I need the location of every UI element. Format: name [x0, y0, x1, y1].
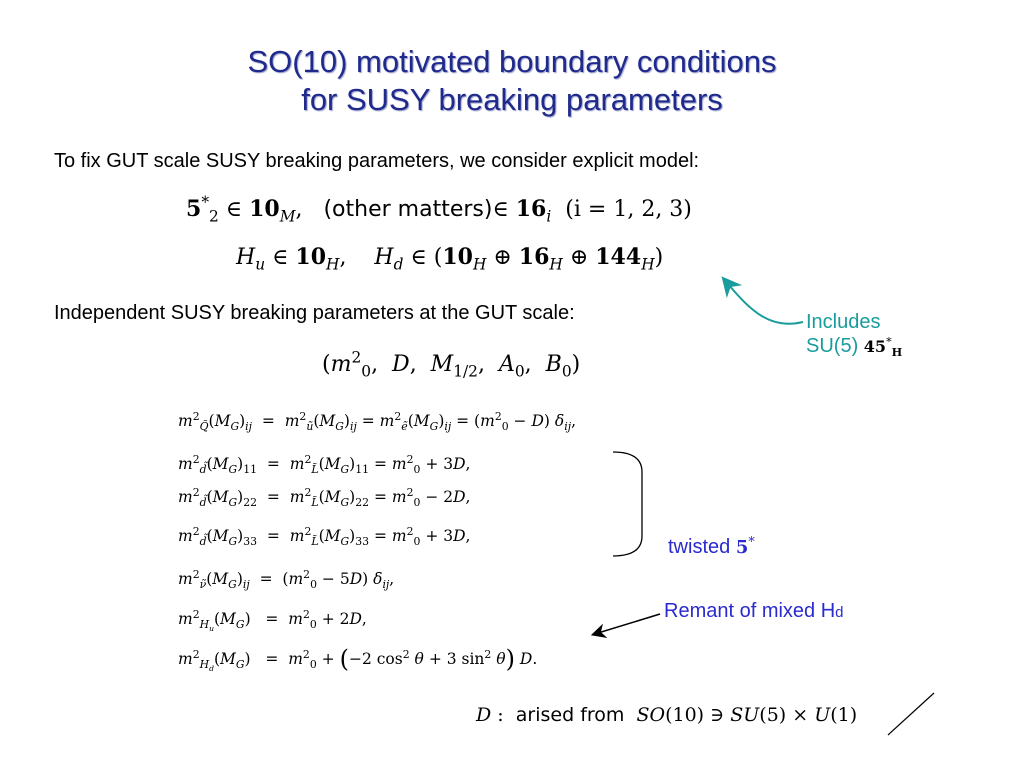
model-equation-1: $5^*_2$ ∈ $10_M$, (other matters)∈ $16_i$ (i = 1, 2, 3)	[186, 193, 692, 226]
bc-eq-7: $m^2_{H_d}(M_G) = m^2_0 + (-2$ $\cos^2 \theta + 3$ $\sin^2 \theta$) D.	[178, 645, 538, 674]
includes-line2: SU(5)	[806, 335, 859, 357]
intro-text: To fix GUT scale SUSY breaking parameters, we consider explicit model:	[54, 150, 700, 172]
index-range: (i = 1, 2, 3)	[565, 197, 692, 222]
bc-eq-3: $m^2_{d̃}(M_G)_{22} = m^2_{L̃}(M_G)_{22} = m^2_0 - 2D$,	[178, 485, 471, 510]
slide-title-line2: for SUSY breaking parameters	[301, 82, 723, 117]
remnant-label: Remant of mixed H	[664, 600, 836, 622]
twisted-annotation: twisted 5*	[668, 534, 755, 558]
slide-title-line1: SO(10) motivated boundary conditions	[247, 44, 777, 79]
bc-eq-6: $m^2_{H_u}(M_G) = m^2_0 + 2D$,	[178, 607, 367, 634]
bc-eq-4: $m^2_{d̃}(M_G)_{33} = m^2_{L̃}(M_G)_{33} = m^2_0 + 3D$,	[178, 524, 471, 549]
includes-annotation: Includes SU(5) $45^*_H$	[806, 311, 903, 360]
bc-eq-5: $m^2_{\nũ}(M_G)_{ij} = (m^2_0 - 5D)$ $\delta_{ij}$,	[178, 567, 395, 592]
footer-prefix: arised from	[515, 704, 625, 726]
includes-arrow	[728, 284, 803, 324]
includes-line1: Includes	[806, 311, 881, 333]
remnant-sub: d	[835, 604, 844, 621]
model-equation-2: $H_u$ ∈ $10_H$, $H_d$ ∈ ($10_H$ ⊕ $16_H$ ⊕ $144_H$)	[236, 244, 664, 274]
strike-line	[888, 693, 934, 735]
remnant-arrow	[598, 614, 660, 633]
twisted-label: twisted	[668, 536, 731, 558]
footer-origin: D : arised from SO(10) ∋ SU(5) × U(1)	[476, 704, 858, 726]
other-matters-label: (other matters)	[323, 197, 493, 222]
independent-text: Independent SUSY breaking parameters at the GUT scale:	[54, 302, 575, 324]
parameter-list: ($m^2_0$, D, $M_{1/2}$, $A_0$, $B_0$)	[322, 348, 581, 381]
bc-eq-1: $m^2_{Q̃}(M_G)_{ij} = m^2_ũ(M_G)_{ij} = m^2_ẽ(M_G)_{ij} = (m^2_0 - D)$ $\delta_{ij}$,	[178, 409, 577, 434]
remnant-annotation	[664, 600, 844, 623]
twisted-bracket	[613, 452, 642, 556]
bc-eq-2: $m^2_{d̃}(M_G)_{11} = m^2_{L̃}(M_G)_{11} = m^2_0 + 3D$,	[178, 452, 471, 477]
